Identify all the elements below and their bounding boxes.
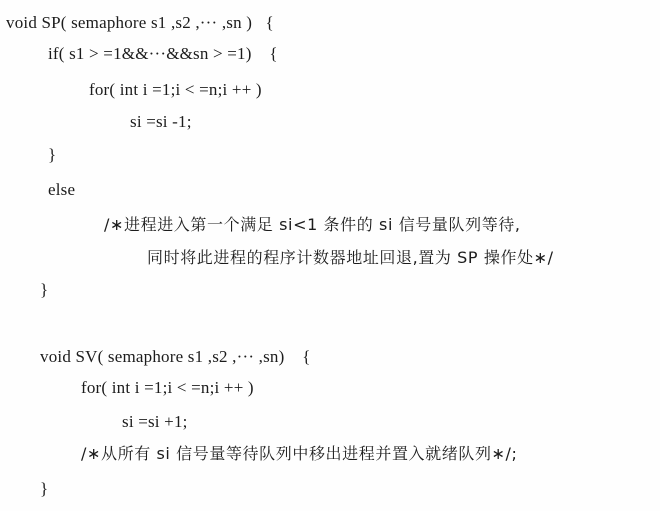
sp-comment-line-2: 同时将此进程的程序计数器地址回退,置为 SP 操作处∗/ — [147, 248, 554, 267]
sp-function-header: void SP( semaphore s1 ,s2 ,··· ,sn ) { — [6, 13, 274, 32]
sp-decrement-statement: si =si -1; — [130, 112, 192, 131]
sp-else-keyword: else — [48, 180, 76, 199]
sp-if-closing-brace: } — [48, 145, 57, 164]
sv-for-loop: for( int i =1;i < =n;i ++ ) — [81, 378, 254, 397]
sp-function-closing-brace: } — [40, 280, 49, 299]
sp-if-condition: if( s1 > =1&&···&&sn > =1) { — [48, 44, 278, 63]
sp-for-loop: for( int i =1;i < =n;i ++ ) — [89, 80, 262, 99]
sv-function-header: void SV( semaphore s1 ,s2 ,··· ,sn) { — [40, 347, 311, 366]
sp-comment-line-1: /∗进程进入第一个满足 si<1 条件的 si 信号量队列等待, — [104, 215, 521, 234]
sv-comment: /∗从所有 si 信号量等待队列中移出进程并置入就绪队列∗/; — [81, 444, 518, 463]
sv-function-closing-brace: } — [40, 479, 49, 498]
sv-increment-statement: si =si +1; — [122, 412, 188, 431]
